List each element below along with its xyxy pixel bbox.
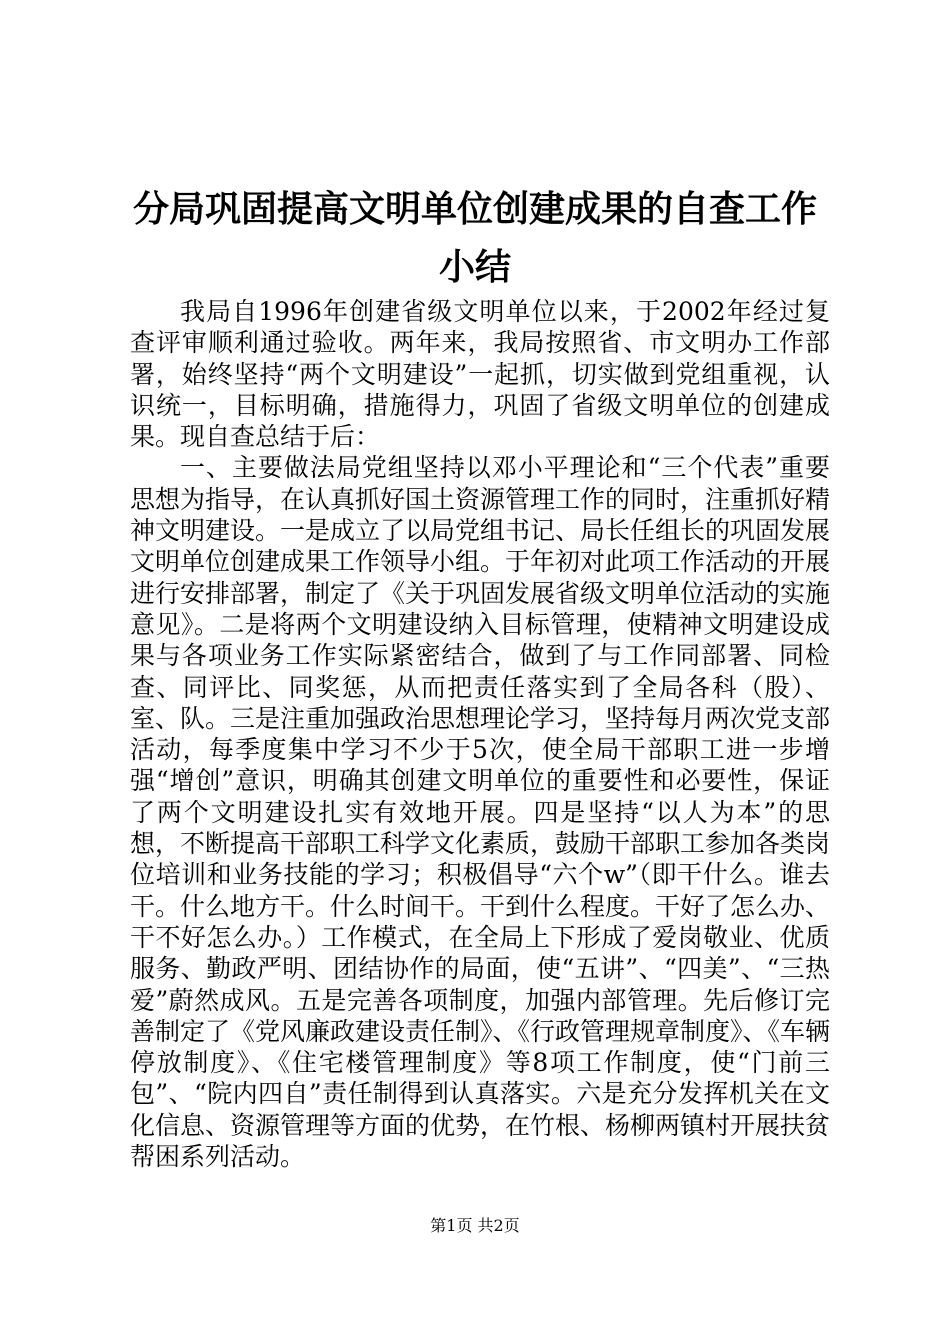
document-body	[130, 296, 830, 1172]
page-number-footer: 第1页 共2页	[430, 1216, 520, 1235]
paragraph-intro: 我局自1996年创建省级文明单位以来，于2002年经过复查评审顺利通过验收。两年来，我局按照省、市文明办工作部署，始终坚持“两个文明建设”一起抓，切实做到党组重视，认识统一，目标明确，措施得力，巩固了省级文明单位的创建成果。现自查总结于后：	[130, 297, 830, 452]
paragraph-main-practices: 一、主要做法局党组坚持以邓小平理论和“三个代表”重要思想为指导，在认真抓好国土资源管理工作的同时，注重抓好精神文明建设。一是成立了以局党组书记、局长任组长的巩固发展文明单位创建成果工作领导小组。于年初对此项工作活动的开展进行安排部署，制定了《关于巩固发展省级文明单位活动的实施意见》。二是将两个文明建设纳入目标管理，使精神文明建设成果与各项业务工作实际紧密结合，做到了与工作同部署、同检查、同评比、同奖惩，从而把责任落实到了全局各科（股）、室、队。三是注重加强政治思想理论学习，坚持每月两次党支部活动，每季度集中学习不少于5次，使全局干部职工进一步增强“增创”意识，明确其创建文明单位的重要性和必要性，保证了两个文明建设扎实有效地开展。四是坚持“以人为本”的思想，不断提高干部职工科学文化素质，鼓励干部职工参加各类岗位培训和业务技能的学习；积极倡导“六个w”（即干什么。谁去干。什么地方干。什么时间干。干到什么程度。干好了怎么办、干不好怎么办。）工作模式，在全局上下形成了爱岗敬业、优质服务、勤政严明、团结协作的局面，使“五讲”、“四美”、“三热爱”蔚然成风。五是完善各项制度，加强内部管理。先后修订完善制定了《党风廉政建设责任制》、《行政管理规章制度》、《车辆停放制度》、《住宅楼管理制度》等8项工作制度，使“门前三包”、“院内四自”责任制得到认真落实。六是充分发挥机关在文化信息、资源管理等方面的优势，在竹根、杨柳两镇村开展扶贫帮困系列活动。	[130, 453, 831, 1172]
document-title: 分局巩固提高文明单位创建成果的自查工作小结	[132, 188, 817, 288]
